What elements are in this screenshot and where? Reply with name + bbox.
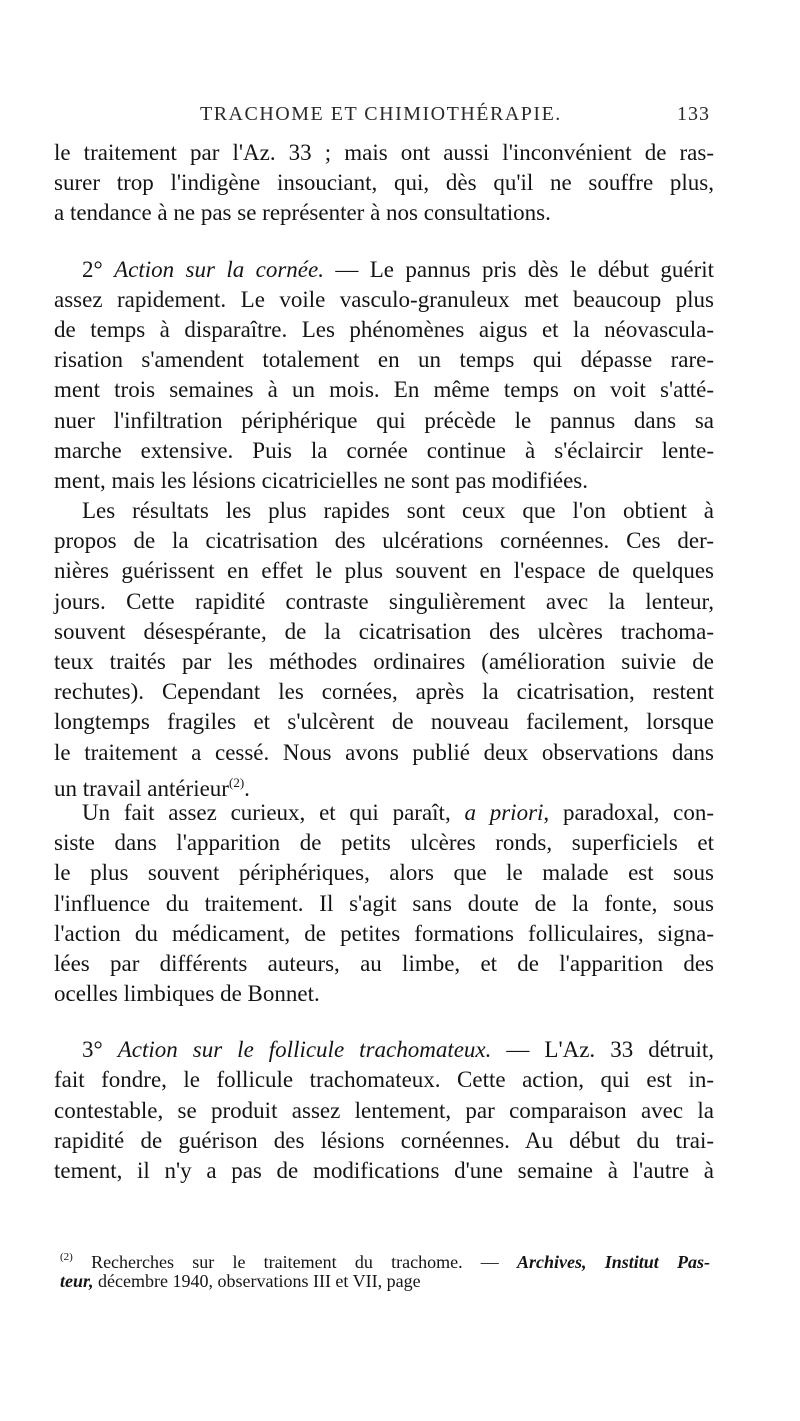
text-line: marche extensive. Puis la cornée continue à s'éclaircir lente- bbox=[54, 437, 714, 463]
text-line: risation s'amendent totalement en un temps qui dépasse rare- bbox=[54, 347, 714, 373]
text-line: souvent désespérante, de la cicatrisation des ulcères trachoma- bbox=[54, 618, 714, 644]
section-heading: Action sur la cornée. bbox=[114, 256, 324, 282]
footnote-marker: (2) bbox=[60, 1251, 73, 1263]
text-line: lées par différents auteurs, au limbe, et de l'apparition des bbox=[54, 950, 714, 976]
section-number: 3° bbox=[82, 1037, 103, 1063]
paragraph bbox=[54, 798, 714, 1009]
text-line: de temps à disparaître. Les phénomènes aigus et la néovascula- bbox=[54, 316, 714, 342]
paragraph bbox=[54, 138, 714, 229]
text-line: le plus souvent périphériques, alors que le malade est sous bbox=[54, 860, 714, 886]
paragraph bbox=[54, 496, 714, 801]
text-line: ment, mais les lésions cicatricielles ne sont pas modifiées. bbox=[54, 467, 588, 493]
emphasis: a priori bbox=[464, 799, 544, 825]
running-head bbox=[60, 103, 710, 133]
text-line: jours. Cette rapidité contraste singulièrement avec la lenteur, bbox=[54, 588, 714, 614]
text-line: fait fondre, le follicule trachomateux. Cette action, qui est in- bbox=[54, 1067, 714, 1093]
text-line: tement, il n'y a pas de modifications d'une semaine à l'autre à bbox=[54, 1158, 714, 1183]
footnote bbox=[60, 1245, 710, 1293]
text-line: assez rapidement. Le voile vasculo-granuleux met beaucoup plus bbox=[54, 286, 714, 312]
text-line: a tendance à ne pas se représenter à nos consultations. bbox=[54, 200, 551, 226]
text-line: longtemps fragiles et s'ulcèrent de nouveau facilement, lorsque bbox=[54, 709, 714, 735]
text-line: un travail antérieur$^{(2)}$. bbox=[54, 774, 250, 801]
text-line: rechutes). Cependant les cornées, après la cicatrisation, restent bbox=[54, 679, 714, 705]
text-line: l'influence du traitement. Il s'agit sans doute de la fonte, sous bbox=[54, 890, 714, 916]
section-heading: Action sur le follicule trachomateux. bbox=[117, 1037, 492, 1063]
text-line: nuer l'infiltration périphérique qui précède le pannus dans sa bbox=[54, 407, 714, 433]
text-line: teux traités par les méthodes ordinaires (amélioration suivie de bbox=[54, 649, 714, 674]
text-line: 2° Action sur la cornée. — Le pannus pris dès le début guérit bbox=[82, 256, 715, 282]
text-line: l'action du médicament, de petites formations folliculaires, signa- bbox=[54, 920, 714, 946]
text-line: le traitement par l'Az. 33 ; mais ont aussi l'inconvénient de ras- bbox=[54, 140, 714, 165]
paragraph bbox=[54, 1035, 714, 1186]
text-line: Un fait assez curieux, et qui paraît, a priori, paradoxal, con- bbox=[82, 799, 714, 825]
text-line: ment trois semaines à un mois. En même temps on voit s'atté- bbox=[54, 377, 714, 403]
body-text bbox=[54, 138, 714, 1186]
running-title: TRACHOME ET CHIMIOTHÉRAPIE. bbox=[200, 103, 562, 125]
text-line: propos de la cicatrisation des ulcérations cornéennes. Ces der- bbox=[54, 528, 714, 554]
text-line: surer trop l'indigène insouciant, qui, dès qu'il ne souffre plus, bbox=[54, 170, 714, 196]
text-line: nières guérissent en effet le plus souvent en l'espace de quelques bbox=[54, 558, 714, 584]
text-line: Les résultats les plus rapides sont ceux que l'on obtient à bbox=[82, 498, 714, 524]
footnote-line: $^{(2)}$ Recherches sur le traitement du trachome. — Archives, Institut Pas- bbox=[60, 1251, 711, 1272]
text-line: le traitement a cessé. Nous avons publié deux observations dans bbox=[54, 739, 714, 765]
text-line: contestable, se produit assez lentement, par comparaison avec la bbox=[54, 1097, 714, 1123]
section-number: 2° bbox=[82, 256, 103, 282]
footnote-line: teur, décembre 1940, observations III et VII, page bbox=[60, 1271, 421, 1291]
footnote-ref: (2) bbox=[228, 774, 245, 790]
paragraph bbox=[54, 255, 714, 497]
text-line: ocelles limbiques de Bonnet. bbox=[54, 981, 320, 1007]
text-line: rapidité de guérison des lésions cornéennes. Au début du trai- bbox=[54, 1127, 714, 1153]
page-number: 133 bbox=[677, 103, 710, 125]
text-line: siste dans l'apparition de petits ulcères ronds, superficiels et bbox=[54, 830, 714, 856]
text-line: 3° Action sur le follicule trachomateux. — L'Az. 33 détruit, bbox=[82, 1037, 714, 1063]
